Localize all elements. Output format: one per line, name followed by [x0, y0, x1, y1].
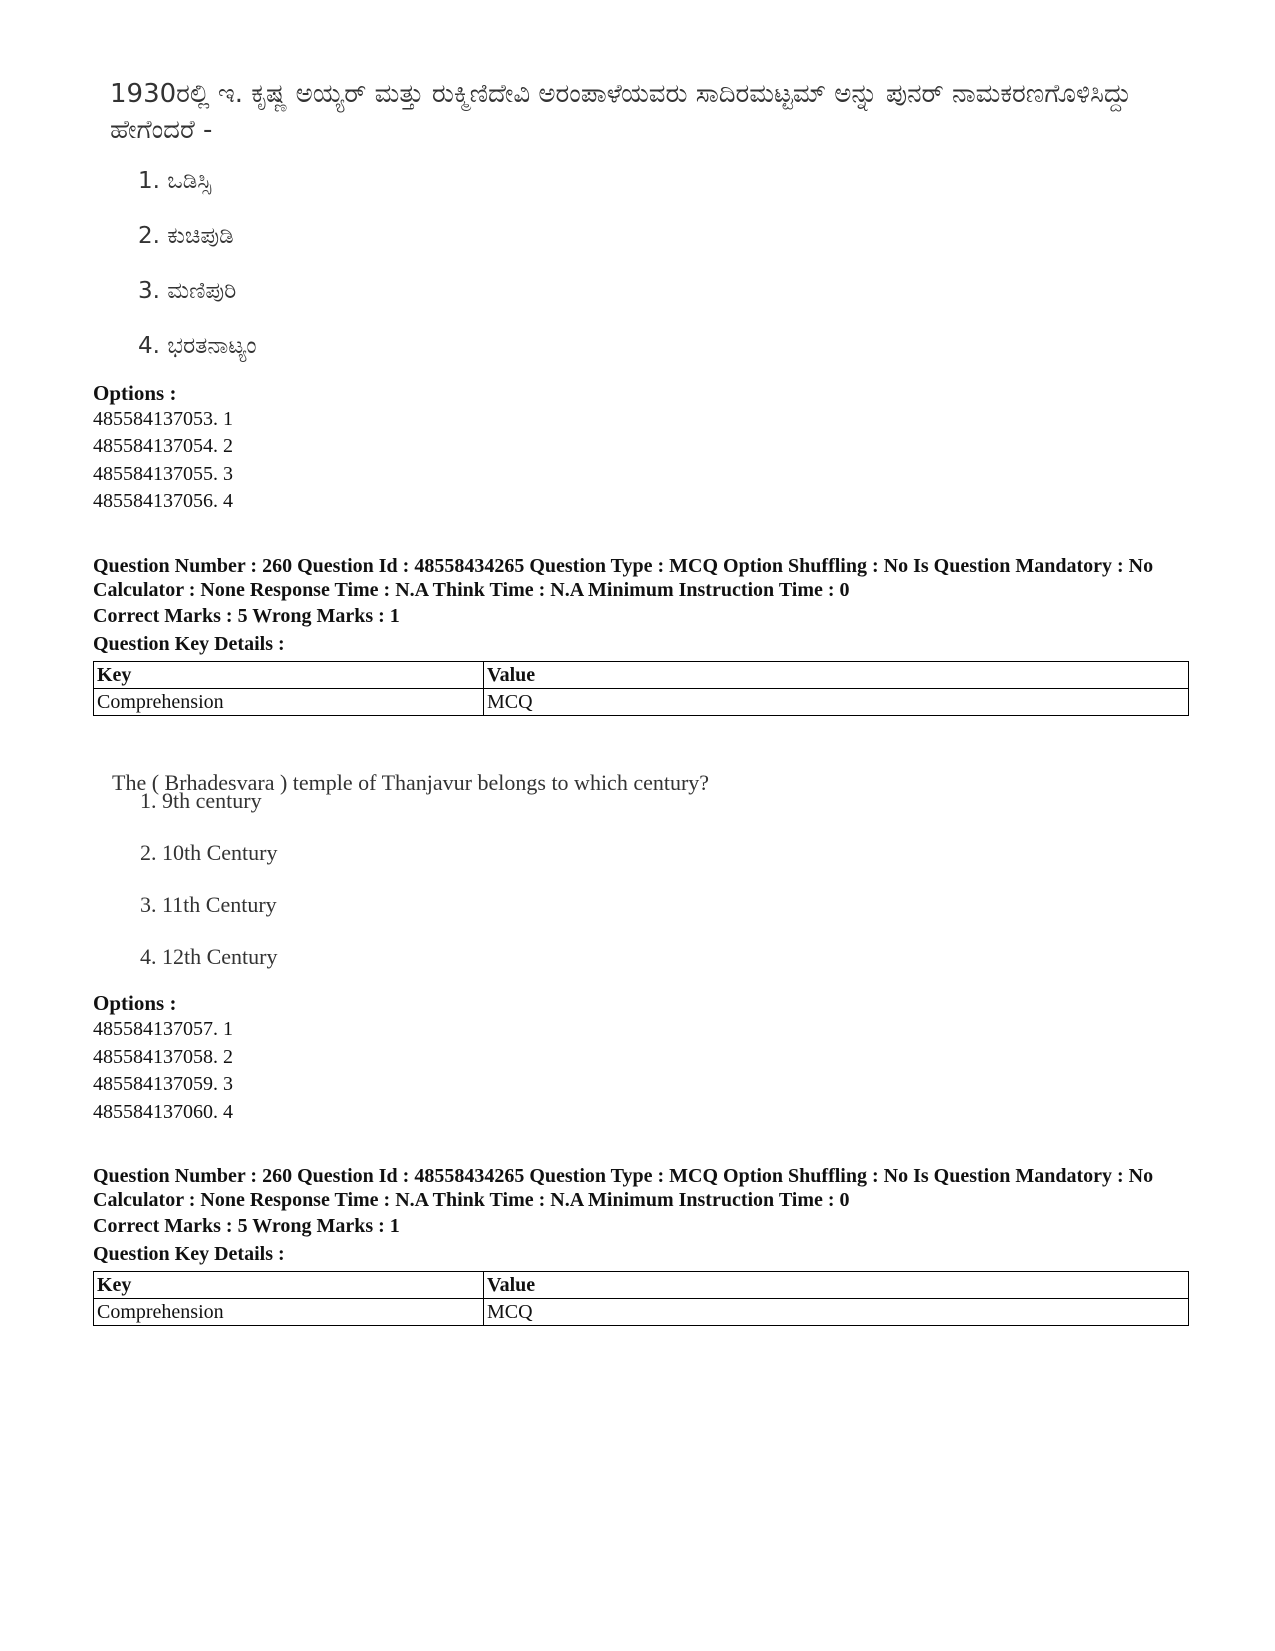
table-header-value: Value — [484, 662, 1189, 689]
choice-4: 4. ಭರತನಾಟ್ಯಂ — [138, 333, 257, 359]
key-details-label: Question Key Details : — [93, 1243, 285, 1265]
option-row: 485584137054. 2 — [93, 435, 233, 457]
table-cell-key: Comprehension — [94, 689, 484, 716]
option-row: 485584137057. 1 — [93, 1018, 233, 1040]
table-header-row — [94, 1272, 1189, 1299]
table-header-row — [94, 662, 1189, 689]
option-row: 485584137055. 3 — [93, 463, 233, 485]
key-details-label: Question Key Details : — [93, 633, 285, 655]
choice-1: 1. 9th century — [140, 788, 262, 813]
marks-line: Correct Marks : 5 Wrong Marks : 1 — [93, 605, 400, 627]
option-row: 485584137059. 3 — [93, 1073, 233, 1095]
choice-2: 2. ಕುಚಿಪುಡಿ — [138, 223, 234, 249]
table-header-value: Value — [484, 1272, 1189, 1299]
table-cell-value: MCQ — [484, 1299, 1189, 1326]
choice-3: 3. ಮಣಿಪುರಿ — [138, 278, 237, 304]
option-row: 485584137058. 2 — [93, 1046, 233, 1068]
table-cell-value: MCQ — [484, 689, 1189, 716]
choice-1: 1. ಒಡಿಸ್ಸಿ — [138, 168, 212, 194]
question-stem: The ( Brhadesvara ) temple of Thanjavur belongs to which century? — [112, 770, 710, 795]
question-stem-kannada: 1930ರಲ್ಲಿ ಇ. ಕೃಷ್ಣ ಅಯ್ಯರ್ ಮತ್ತು ರುಕ್ಮಿಣಿದೇವಿ ಅರಂಪಾಳೆಯವರು ಸಾದಿರಮಟ್ಟಮ್ ಅನ್ನು ಪುನರ್ ನಾಮಕರಣಗೊಳಿಸಿದ್ದು ಹೇಗೆಂದರೆ - — [110, 79, 1132, 145]
question-meta: Question Number : 260 Question Id : 48558434265 Question Type : MCQ Option Shuffling : No Is Question Mandatory : No Calculator : None Response Time : N.A Think Time : N.A Minimum Instruction Time : 0 — [93, 1165, 1154, 1211]
choice-4: 4. 12th Century — [140, 944, 278, 969]
key-details-table — [93, 1271, 1189, 1326]
option-row: 485584137060. 4 — [93, 1101, 233, 1123]
option-row: 485584137056. 4 — [93, 490, 233, 512]
table-row — [94, 1299, 1189, 1326]
marks-line: Correct Marks : 5 Wrong Marks : 1 — [93, 1215, 400, 1237]
question-meta: Question Number : 260 Question Id : 48558434265 Question Type : MCQ Option Shuffling : No Is Question Mandatory : No Calculator : None Response Time : N.A Think Time : N.A Minimum Instruction Time : 0 — [93, 555, 1154, 601]
option-row: 485584137053. 1 — [93, 408, 233, 430]
table-header-key: Key — [94, 1272, 484, 1299]
key-details-table — [93, 661, 1189, 716]
table-cell-key: Comprehension — [94, 1299, 484, 1326]
table-row — [94, 689, 1189, 716]
choice-3: 3. 11th Century — [140, 892, 277, 917]
options-label: Options : — [93, 991, 177, 1015]
table-header-key: Key — [94, 662, 484, 689]
choice-2: 2. 10th Century — [140, 840, 278, 865]
options-label: Options : — [93, 381, 177, 405]
